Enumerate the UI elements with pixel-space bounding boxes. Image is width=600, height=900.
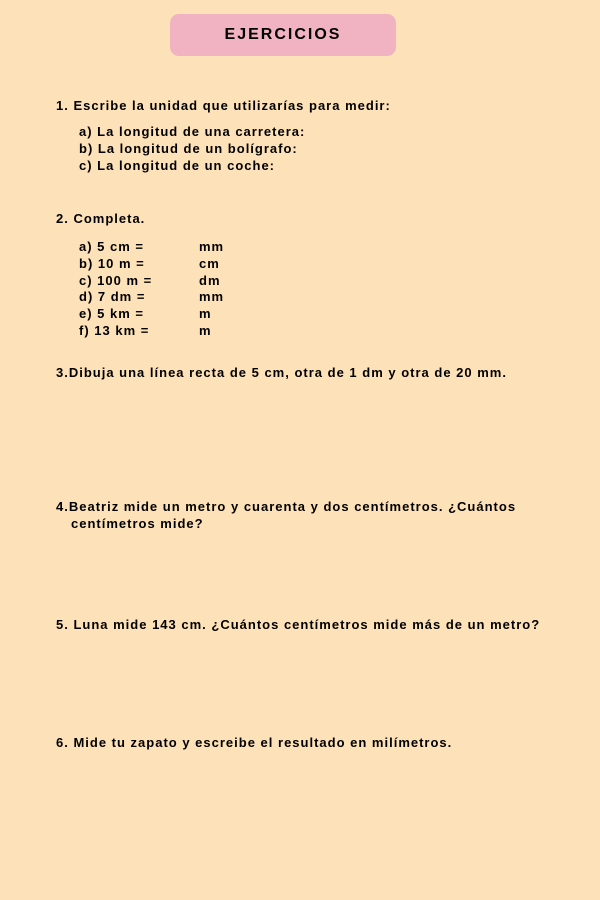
question-3-prompt: 3.Dibuja una línea recta de 5 cm, otra de 1 dm y otra de 20 mm. [56, 365, 507, 380]
question-2-unit-c: dm [199, 273, 221, 288]
question-2-item-e: e) 5 km = [79, 306, 145, 321]
question-2-unit-e: m [199, 306, 212, 321]
question-1-item-c: c) La longitud de un coche: [79, 158, 275, 173]
question-1-prompt: 1. Escribe la unidad que utilizarías para medir: [56, 98, 391, 113]
question-2-item-b: b) 10 m = [79, 256, 145, 271]
question-2-item-f: f) 13 km = [79, 323, 150, 338]
question-2-item-c: c) 100 m = [79, 273, 153, 288]
question-5-prompt: 5. Luna mide 143 cm. ¿Cuántos centímetros mide más de un metro? [56, 617, 541, 632]
question-2-unit-a: mm [199, 239, 225, 254]
question-2-unit-d: mm [199, 289, 225, 304]
question-1-item-b: b) La longitud de un bolígrafo: [79, 141, 298, 156]
question-4-line-2: centímetros mide? [71, 516, 204, 531]
question-2-prompt: 2. Completa. [56, 211, 146, 226]
page-title: EJERCICIOS [224, 26, 342, 43]
question-2-item-a: a) 5 cm = [79, 239, 145, 254]
question-4-line-1: 4.Beatriz mide un metro y cuarenta y dos centímetros. ¿Cuántos [56, 499, 517, 514]
question-2-item-d: d) 7 dm = [79, 289, 146, 304]
question-2-unit-b: cm [199, 256, 220, 271]
question-1-item-a: a) La longitud de una carretera: [79, 124, 306, 139]
question-6-prompt: 6. Mide tu zapato y escreibe el resultado en milímetros. [56, 735, 453, 750]
question-2-unit-f: m [199, 323, 212, 338]
title-banner [170, 14, 396, 56]
